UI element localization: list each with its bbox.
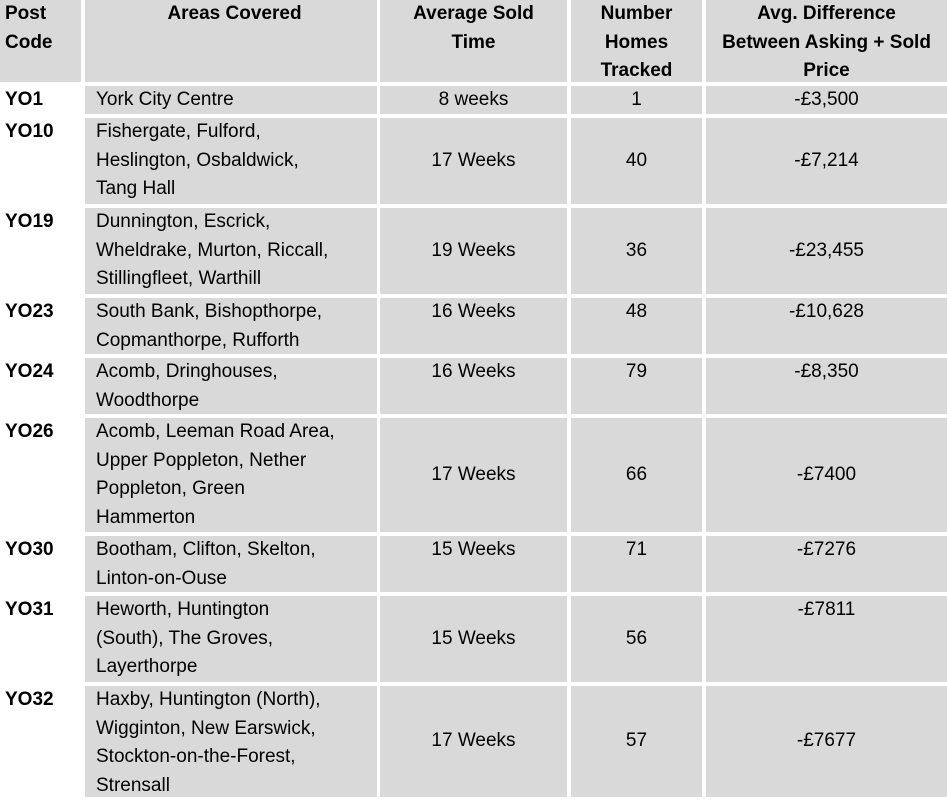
area-line: Layerthorpe <box>96 653 373 682</box>
table-row <box>0 686 947 797</box>
price-diff-cell: -£7677 <box>706 686 947 797</box>
area-line: Acomb, Dringhouses, <box>96 358 373 387</box>
table-row <box>0 298 947 354</box>
area-line: Poppleton, Green <box>96 475 373 504</box>
areas-cell <box>85 86 377 114</box>
header-row <box>0 0 947 82</box>
avg-time-cell: 17 Weeks <box>380 686 567 797</box>
table-row <box>0 118 947 204</box>
homes-cell: 40 <box>571 118 702 204</box>
header-postcode-line: Post <box>5 0 77 29</box>
postcode-cell: YO32 <box>0 686 81 797</box>
postcode-cell: YO26 <box>0 418 81 532</box>
area-line: Hammerton <box>96 504 373 533</box>
header-homes-tracked <box>571 0 702 82</box>
area-line: Woodthorpe <box>96 387 373 416</box>
homes-cell: 48 <box>571 298 702 354</box>
price-diff-cell: -£3,500 <box>706 86 947 114</box>
header-postcode-line: Code <box>5 29 77 58</box>
table-row <box>0 596 947 682</box>
areas-cell <box>85 208 377 294</box>
postcode-cell: YO10 <box>0 118 81 204</box>
header-areas <box>85 0 377 82</box>
area-line: Strensall <box>96 772 373 800</box>
table-row <box>0 536 947 592</box>
header-areas-line: Areas Covered <box>96 0 373 29</box>
areas-cell <box>85 358 377 414</box>
header-homes-line: Homes <box>575 29 698 58</box>
avg-time-cell: 17 Weeks <box>380 118 567 204</box>
avg-time-cell: 8 weeks <box>380 86 567 114</box>
price-diff-cell: -£7276 <box>706 536 947 592</box>
price-diff-cell: -£7,214 <box>706 118 947 204</box>
price-diff-cell: -£23,455 <box>706 208 947 294</box>
header-diff-line: Avg. Difference <box>710 0 943 29</box>
area-line: (South), The Groves, <box>96 625 373 654</box>
header-diff-line: Price <box>710 57 943 86</box>
header-homes-line: Number <box>575 0 698 29</box>
areas-cell <box>85 536 377 592</box>
price-diff-cell: -£7811 <box>706 596 947 682</box>
area-line: Tang Hall <box>96 175 373 204</box>
areas-cell <box>85 298 377 354</box>
area-line: Bootham, Clifton, Skelton, <box>96 536 373 565</box>
header-diff-line: Between Asking + Sold <box>710 29 943 58</box>
area-line: York City Centre <box>96 86 373 115</box>
areas-cell <box>85 686 377 797</box>
avg-time-cell: 16 Weeks <box>380 298 567 354</box>
homes-cell: 56 <box>571 596 702 682</box>
header-avg-time-line: Time <box>384 29 563 58</box>
homes-cell: 36 <box>571 208 702 294</box>
area-line: Fishergate, Fulford, <box>96 118 373 147</box>
areas-cell <box>85 418 377 532</box>
table-row <box>0 418 947 532</box>
homes-cell: 1 <box>571 86 702 114</box>
header-avg-sold-time <box>380 0 567 82</box>
postcode-cell: YO23 <box>0 298 81 354</box>
area-line: Stockton-on-the-Forest, <box>96 743 373 772</box>
header-avg-time-line: Average Sold <box>384 0 563 29</box>
postcode-cell: YO1 <box>0 86 81 114</box>
postcode-cell: YO19 <box>0 208 81 294</box>
avg-time-cell: 15 Weeks <box>380 536 567 592</box>
area-line: Haxby, Huntington (North), <box>96 686 373 715</box>
price-diff-cell: -£8,350 <box>706 358 947 414</box>
areas-cell <box>85 596 377 682</box>
homes-cell: 79 <box>571 358 702 414</box>
header-price-difference <box>706 0 947 82</box>
header-homes-line: Tracked <box>575 57 698 86</box>
postcode-cell: YO30 <box>0 536 81 592</box>
avg-time-cell: 15 Weeks <box>380 596 567 682</box>
area-line: Dunnington, Escrick, <box>96 208 373 237</box>
price-diff-cell: -£7400 <box>706 418 947 532</box>
avg-time-cell: 19 Weeks <box>380 208 567 294</box>
area-line: Wheldrake, Murton, Riccall, <box>96 237 373 266</box>
homes-cell: 71 <box>571 536 702 592</box>
area-line: Copmanthorpe, Rufforth <box>96 327 373 356</box>
price-diff-cell: -£10,628 <box>706 298 947 354</box>
table-row <box>0 358 947 414</box>
homes-cell: 66 <box>571 418 702 532</box>
postcode-cell: YO24 <box>0 358 81 414</box>
area-line: Stillingfleet, Warthill <box>96 265 373 294</box>
table-row <box>0 208 947 294</box>
homes-cell: 57 <box>571 686 702 797</box>
area-line: Heslington, Osbaldwick, <box>96 147 373 176</box>
header-postcode <box>0 0 81 82</box>
area-line: Heworth, Huntington <box>96 596 373 625</box>
area-line: Linton-on-Ouse <box>96 565 373 594</box>
area-line: Wigginton, New Earswick, <box>96 715 373 744</box>
areas-cell <box>85 118 377 204</box>
avg-time-cell: 16 Weeks <box>380 358 567 414</box>
table-row <box>0 86 947 114</box>
area-line: Upper Poppleton, Nether <box>96 447 373 476</box>
postcode-cell: YO31 <box>0 596 81 682</box>
avg-time-cell: 17 Weeks <box>380 418 567 532</box>
area-line: Acomb, Leeman Road Area, <box>96 418 373 447</box>
area-line: South Bank, Bishopthorpe, <box>96 298 373 327</box>
